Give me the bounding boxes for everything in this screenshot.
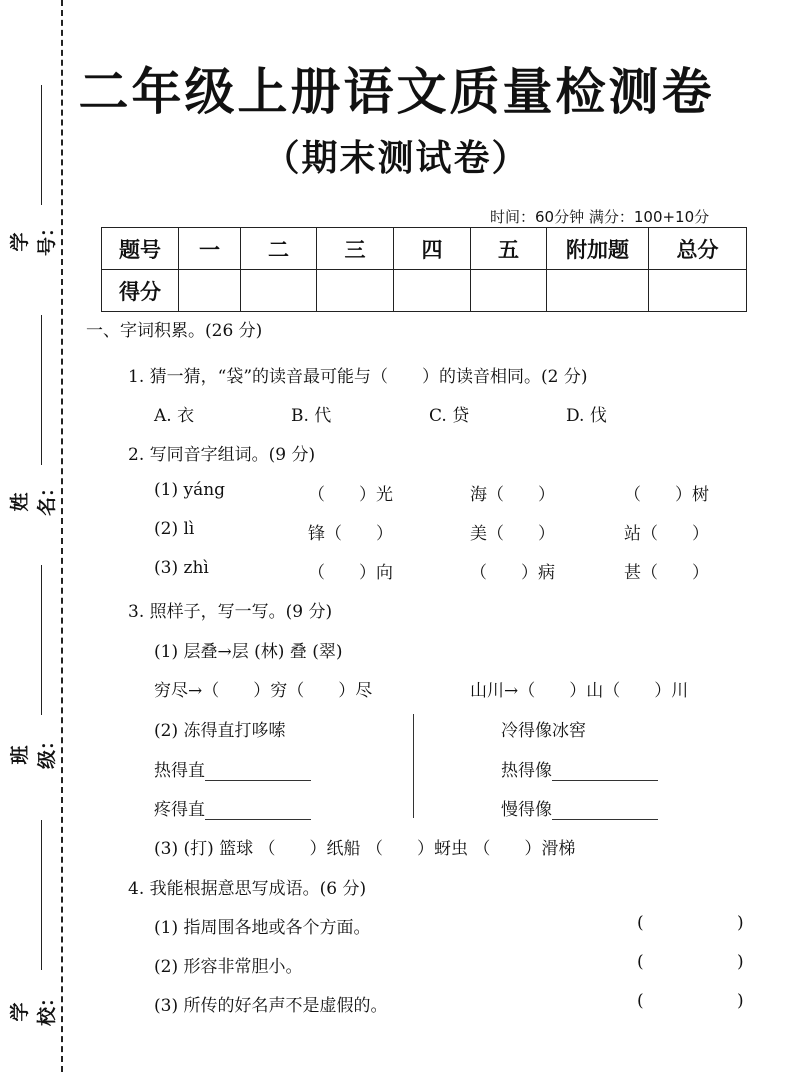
score-cell[interactable] <box>241 270 317 312</box>
q1-option-d[interactable]: D. 伐 <box>566 406 607 426</box>
header-cell: 五 <box>471 228 547 270</box>
name-label: 姓名： <box>9 477 58 516</box>
q4-item: (2) 形容非常胆小。 <box>154 957 303 977</box>
q3-sub2-prompt-text: 慢得像 <box>501 800 552 820</box>
page-title: 二年级上册语文质量检测卷 <box>78 63 715 121</box>
answer-paren-right[interactable]: ) <box>737 991 744 1011</box>
q4-item: (3) 所传的好名声不是虚假的。 <box>154 996 388 1016</box>
score-cell[interactable] <box>317 270 394 312</box>
q3-sub2-prompt <box>154 795 311 820</box>
q2-pinyin: (2) lì <box>154 519 195 539</box>
score-table-score-row <box>102 270 747 312</box>
q2-blank[interactable]: （ ）向 <box>308 563 393 583</box>
answer-blank[interactable] <box>205 762 311 781</box>
question-2: 2. 写同音字组词。(9 分) <box>128 445 316 465</box>
q2-blank[interactable]: （ ）树 <box>624 485 709 505</box>
answer-paren-left[interactable]: ( <box>637 991 644 1011</box>
column-divider <box>413 714 414 818</box>
q3-line-b[interactable]: 山川→（ ）山（ ）川 <box>470 681 689 701</box>
q3-sub2-prompt-text: 疼得直 <box>154 800 205 820</box>
q1-option-b[interactable]: B. 代 <box>291 406 332 426</box>
header-cell: 二 <box>241 228 317 270</box>
question-3: 3. 照样子，写一写。(9 分) <box>128 602 333 622</box>
page-subtitle: （期末测试卷） <box>263 138 530 179</box>
school-label: 学校： <box>9 987 58 1026</box>
answer-blank[interactable] <box>552 801 658 820</box>
q2-blank[interactable]: 海（ ） <box>470 485 555 505</box>
q3-sub2-example-right: 冷得像冰窖 <box>501 721 586 741</box>
q1-option-a[interactable]: A. 衣 <box>154 406 195 426</box>
answer-blank[interactable] <box>552 762 658 781</box>
section-1-heading: 一、字词积累。(26 分) <box>86 321 263 341</box>
header-cell: 一 <box>179 228 241 270</box>
answer-paren-right[interactable]: ) <box>737 913 744 933</box>
q3-sub2-prompt <box>501 795 658 820</box>
answer-paren-left[interactable]: ( <box>637 952 644 972</box>
score-cell[interactable] <box>547 270 649 312</box>
header-cell: 三 <box>317 228 394 270</box>
score-cell[interactable] <box>394 270 471 312</box>
score-cell[interactable] <box>179 270 241 312</box>
class-line <box>41 565 42 715</box>
q2-blank[interactable]: 美（ ） <box>470 524 555 544</box>
header-cell: 四 <box>394 228 471 270</box>
q2-blank[interactable]: （ ）光 <box>308 485 393 505</box>
name-line <box>41 315 42 465</box>
q3-sub2-prompt-text: 热得像 <box>501 761 552 781</box>
q3-line-a[interactable]: 穷尽→（ ）穷（ ）尽 <box>154 681 373 701</box>
answer-blank[interactable] <box>205 801 311 820</box>
q1-option-c[interactable]: C. 贷 <box>429 406 470 426</box>
score-table-header-row <box>102 228 747 270</box>
q3-sub2-prompt <box>501 756 658 781</box>
question-4: 4. 我能根据意思写成语。(6 分) <box>128 879 367 899</box>
q3-sub3[interactable]: (3) (打) 篮球 （ ）纸船 （ ）蚜虫 （ ）滑梯 <box>154 839 576 859</box>
q4-item: (1) 指周围各地或各个方面。 <box>154 918 371 938</box>
q2-blank[interactable]: 甚（ ） <box>624 563 709 583</box>
score-cell[interactable] <box>471 270 547 312</box>
q2-blank[interactable]: 站（ ） <box>624 524 709 544</box>
class-label: 班级： <box>9 730 58 769</box>
q2-blank[interactable]: （ ）病 <box>470 563 555 583</box>
student-id-label: 学号： <box>9 217 58 256</box>
q2-pinyin: (3) zhì <box>154 558 209 578</box>
header-cell: 总分 <box>649 228 747 270</box>
score-table <box>101 227 747 312</box>
school-line <box>41 820 42 970</box>
answer-paren-left[interactable]: ( <box>637 913 644 933</box>
score-row-label: 得分 <box>102 270 179 312</box>
time-info: 时间：60分钟 满分：100+10分 <box>490 208 710 226</box>
question-1: 1. 猜一猜，“袋”的读音最可能与（ ）的读音相同。(2 分) <box>128 367 588 387</box>
score-cell[interactable] <box>649 270 747 312</box>
q3-sub2-prompt-text: 热得直 <box>154 761 205 781</box>
q3-sub2-prompt <box>154 756 311 781</box>
q3-sub2-example-left: (2) 冻得直打哆嗦 <box>154 721 286 741</box>
q2-pinyin: (1) yáng <box>154 480 226 500</box>
q2-blank[interactable]: 锋（ ） <box>308 524 393 544</box>
q3-example: (1) 层叠→层 (林) 叠 (翠) <box>154 642 343 662</box>
header-cell: 附加题 <box>547 228 649 270</box>
answer-paren-right[interactable]: ) <box>737 952 744 972</box>
header-cell: 题号 <box>102 228 179 270</box>
